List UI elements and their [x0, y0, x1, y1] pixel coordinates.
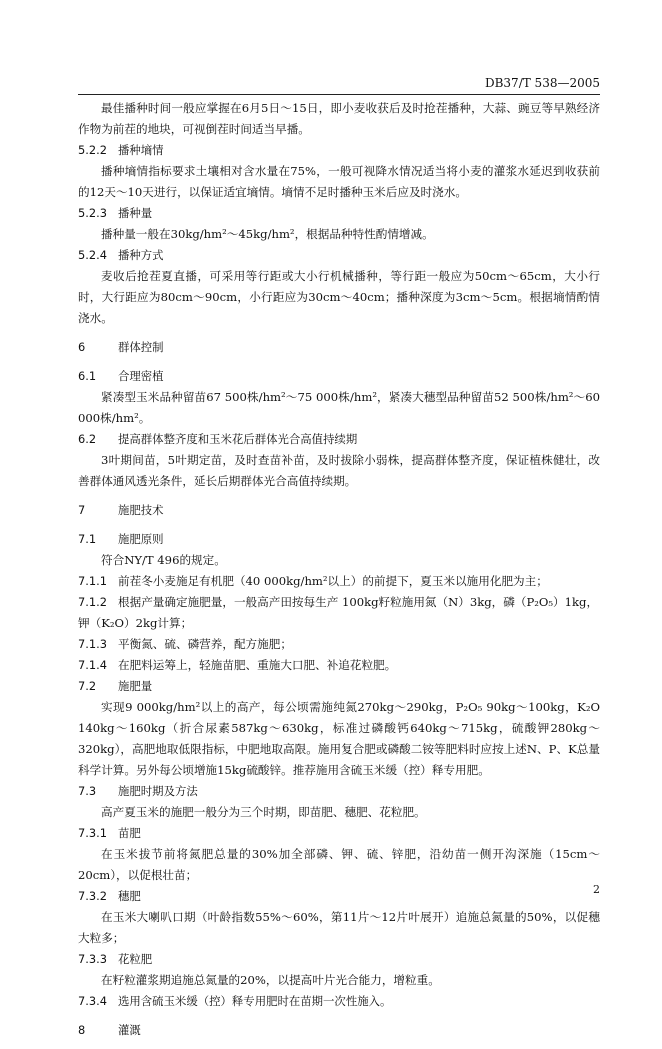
- item-7-1-2: 7.1.2 根据产量确定施肥量，一般高产田按每生产 100kg籽粒施用氮（N）3kg，磷（P₂O₅）1kg，钾（K₂O）2kg计算；: [78, 595, 599, 630]
- paragraph-5-2-2: 播种墒情指标要求土壤相对含水量在75%，一般可视降水情况适当将小麦的灌浆水延迟到收获前的12天～10天进行，以保证适宜墒情。墒情不足时播种玉米后应及时浇水。: [78, 164, 600, 199]
- paragraph-7-3-3: 在籽粒灌浆期追施总氮量的20%，以提高叶片光合能力，增粒重。: [101, 973, 440, 987]
- heading-5-2-4: 5.2.4 播种方式: [78, 248, 164, 262]
- header-rule: [78, 94, 600, 95]
- heading-7-1: 7.1 施肥原则: [78, 532, 164, 546]
- document-body: [78, 98, 600, 1049]
- heading-6-1: 6.1 合理密植: [78, 369, 164, 383]
- paragraph-6-1: 紧凑型玉米品种留苗67 500株/hm²～75 000株/hm²，紧凑大穗型品种留苗52 500株/hm²～60 000株/hm²。: [78, 390, 600, 425]
- heading-6: 6 群体控制: [78, 340, 164, 354]
- paragraph-sowing-time: 最佳播种时间一般应掌握在6月5日～15日，即小麦收获后及时抢茬播种，大蒜、豌豆等早熟经济作物为前茬的地块，可视倒茬时间适当早播。: [78, 101, 600, 136]
- paragraph-7-3-2: 在玉米大喇叭口期（叶龄指数55%～60%，第11片～12片叶展开）追施总氮量的50%，以促穗大粒多；: [78, 910, 600, 945]
- paragraph-7-2: 实现9 000kg/hm²以上的高产，每公顷需施纯氮270kg～290kg，P₂O₅ 90kg～100kg，K₂O 140kg～160kg（折合尿素587kg～630kg，标准过磷酸钙640kg～715kg，硫酸钾280kg～320kg），高肥地取低限指标，中肥地取高限。施用复合肥或磷酸二铵等肥料时应按上述N、P、K总量科学计算。另外每公顷增施15kg硫酸锌。推荐施用含硫玉米缓（控）释专用肥。: [78, 700, 600, 777]
- heading-7-3-1: 7.3.1 苗肥: [78, 826, 141, 840]
- heading-6-2: 6.2 提高群体整齐度和玉米花后群体光合高值持续期: [78, 432, 358, 446]
- document-code: DB37/T 538—2005: [484, 76, 600, 90]
- paragraph-7-3: 高产夏玉米的施肥一般分为三个时期，即苗肥、穗肥、花粒肥。: [101, 805, 426, 819]
- paragraph-7-3-1: 在玉米拔节前将氮肥总量的30%加全部磷、钾、硫、锌肥，沿幼苗一侧开沟深施（15cm～20cm），以促根壮苗；: [78, 847, 600, 882]
- page-number: 2: [593, 883, 600, 896]
- heading-7-3-2: 7.3.2 穗肥: [78, 889, 141, 903]
- paragraph-5-2-3: 播种量一般在30kg/hm²～45kg/hm²，根据品种特性酌情增减。: [101, 227, 434, 241]
- item-7-1-3: 7.1.3 平衡氮、硫、磷营养，配方施肥；: [78, 637, 292, 651]
- heading-5-2-3: 5.2.3 播种量: [78, 206, 153, 220]
- item-7-1-4: 7.1.4 在肥料运筹上，轻施苗肥、重施大口肥、补追花粒肥。: [78, 658, 397, 672]
- paragraph-6-2: 3叶期间苗，5叶期定苗，及时查苗补苗，及时拔除小弱株，提高群体整齐度，保证植株健壮，改善群体通风透光条件，延长后期群体光合高值持续期。: [78, 453, 600, 488]
- heading-7-2: 7.2 施肥量: [78, 679, 153, 693]
- heading-7-3-3: 7.3.3 花粒肥: [78, 952, 153, 966]
- heading-7-3-4: 7.3.4 选用含硫玉米缓（控）释专用肥时在苗期一次性施入。: [78, 994, 392, 1008]
- heading-8: 8 灌溉: [78, 1023, 141, 1037]
- paragraph-7-1: 符合NY/T 496的规定。: [101, 553, 226, 567]
- heading-7: 7 施肥技术: [78, 503, 164, 517]
- heading-7-3: 7.3 施肥时期及方法: [78, 784, 198, 798]
- item-7-1-1: 7.1.1 前茬冬小麦施足有机肥（40 000kg/hm²以上）的前提下，夏玉米以施用化肥为主；: [78, 574, 548, 588]
- heading-5-2-2: 5.2.2 播种墒情: [78, 143, 164, 157]
- paragraph-5-2-4: 麦收后抢茬夏直播，可采用等行距或大小行机械播种，等行距一般应为50cm～65cm，大小行时，大行距应为80cm～90cm，小行距应为30cm～40cm；播种深度为3cm～5cm。根据墒情酌情浇水。: [78, 269, 600, 325]
